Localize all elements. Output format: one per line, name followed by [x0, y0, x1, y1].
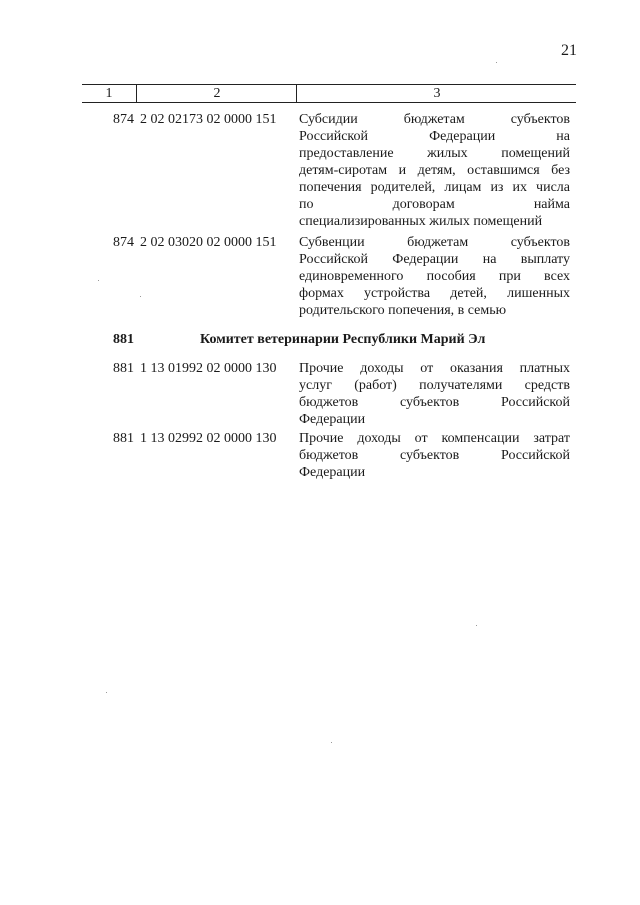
- description-line: единовременного пособия при всех: [299, 269, 570, 284]
- admin-code: 881: [113, 431, 134, 446]
- budget-classification-code: 1 13 01992 02 0000 130: [140, 361, 277, 376]
- column-header-1: 1: [105, 86, 113, 101]
- description-line: по договорам найма: [299, 197, 570, 212]
- description-line: предоставление жилых помещений: [299, 146, 570, 161]
- column-header-3: 3: [296, 85, 577, 102]
- scan-speck: [98, 280, 99, 281]
- description-line: попечения родителей, лицам из их числа: [299, 180, 570, 195]
- description-line: специализированных жилых помещений: [299, 214, 543, 229]
- scan-speck: [476, 625, 477, 626]
- description-line: бюджетов субъектов Российской: [299, 448, 570, 463]
- description-line: Прочие доходы от компенсации затрат: [299, 431, 570, 446]
- description-line: Прочие доходы от оказания платных: [299, 361, 570, 376]
- description-line: детям-сиротам и детям, оставшимся без: [299, 163, 570, 178]
- description-line: Федерации: [299, 412, 366, 427]
- description-line: Российской Федерации на выплату: [299, 252, 570, 267]
- section-title: Комитет ветеринарии Республики Марий Эл: [200, 332, 486, 347]
- table-header: [82, 84, 576, 103]
- description-line: услуг (работ) получателями средств: [299, 378, 570, 393]
- scan-speck: [140, 296, 141, 297]
- admin-code: 874: [113, 112, 134, 127]
- revenue-description: [299, 234, 570, 319]
- budget-classification-code: 2 02 02173 02 0000 151: [140, 112, 277, 127]
- admin-code: 881: [113, 332, 134, 347]
- column-header-2: 2: [136, 85, 297, 102]
- description-line: Федерации: [299, 465, 366, 480]
- description-line: бюджетов субъектов Российской: [299, 395, 570, 410]
- description-line: родительского попечения, в семью: [299, 303, 507, 318]
- description-line: Субвенции бюджетам субъектов: [299, 235, 570, 250]
- revenue-description: [299, 360, 570, 428]
- budget-classification-code: 1 13 02992 02 0000 130: [140, 431, 277, 446]
- description-line: Субсидии бюджетам субъектов: [299, 112, 570, 127]
- revenue-description: [299, 430, 570, 481]
- scan-speck: [331, 742, 332, 743]
- admin-code: 881: [113, 361, 134, 376]
- revenue-description: [299, 111, 570, 230]
- description-line: формах устройства детей, лишенных: [299, 286, 570, 301]
- scan-speck: [106, 692, 107, 693]
- page-number: 21: [561, 42, 577, 59]
- admin-code: 874: [113, 235, 134, 250]
- scan-speck: [496, 62, 497, 63]
- description-line: Российской Федерации на: [299, 129, 570, 144]
- budget-classification-code: 2 02 03020 02 0000 151: [140, 235, 277, 250]
